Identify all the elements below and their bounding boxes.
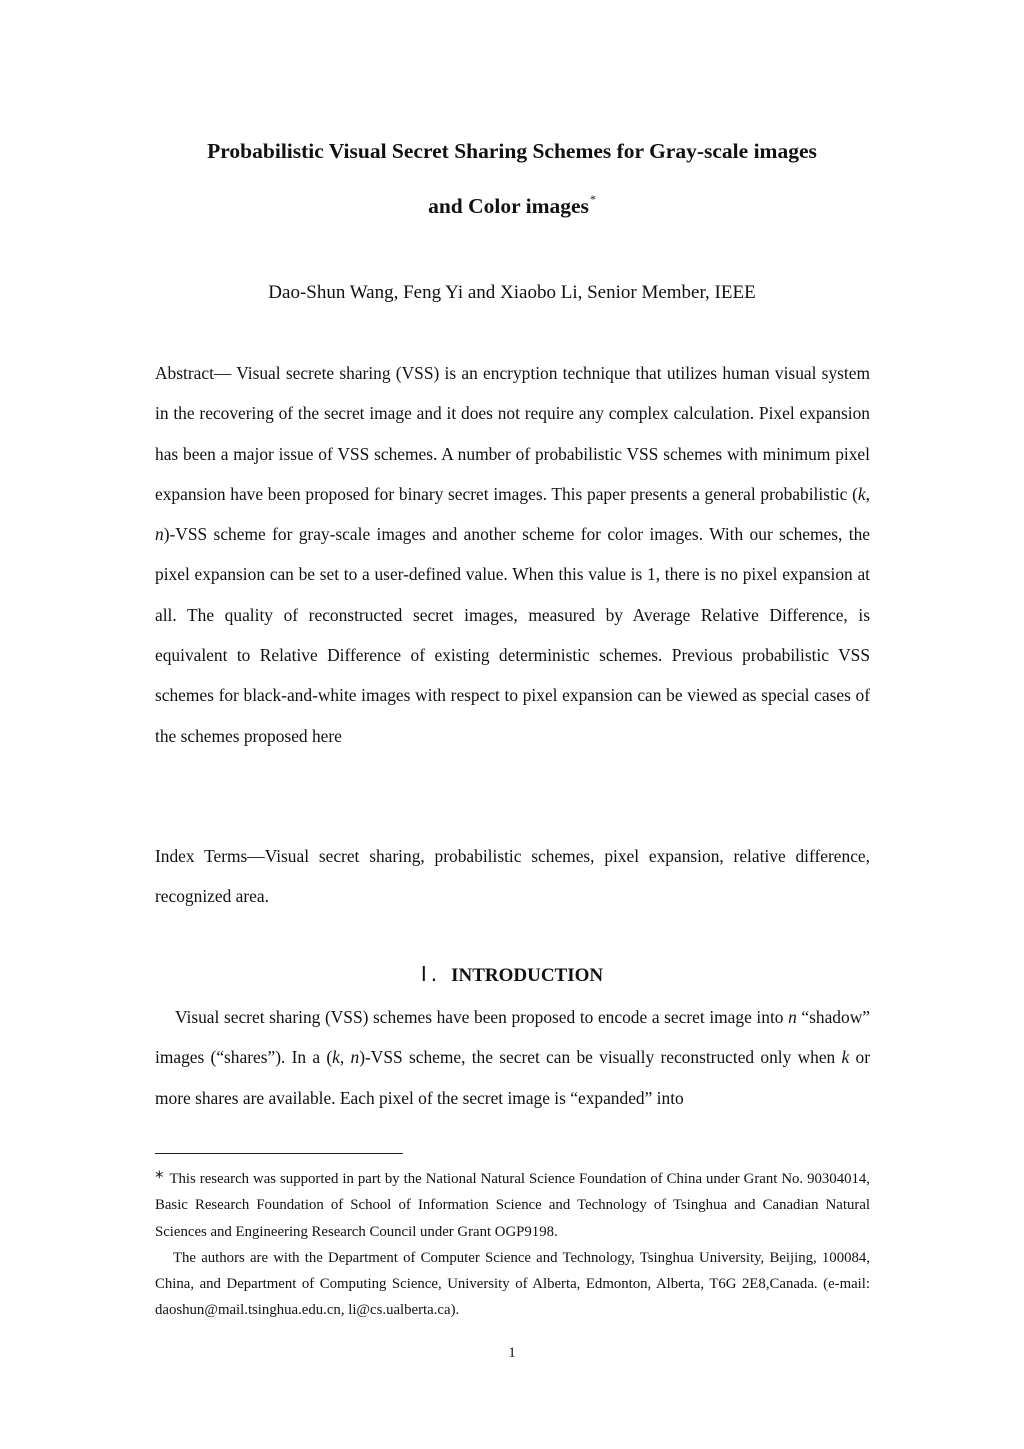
abstract-label: Abstract— bbox=[155, 363, 232, 383]
footnote-funding bbox=[155, 1165, 870, 1245]
author-list: Dao-Shun Wang, Feng Yi and Xiaobo Li, Senior Member, IEEE bbox=[268, 282, 756, 303]
intro-var-n2: n bbox=[350, 1047, 360, 1068]
intro-text-2: “shadow” images (“shares”). In a ( bbox=[155, 1007, 870, 1068]
abstract-comma: , bbox=[865, 483, 870, 504]
footnote-affiliation: The authors are with the Department of Computer Science and Technology, Tsinghua University, Beijing, 100084, China, and Department of Computing Science, University of Alberta, Edmonton, Alberta, T6G 2E8,Canada. (e-mail: daoshun@mail.tsinghua.edu.cn, li@cs.ualberta.ca). bbox=[155, 1249, 870, 1319]
intro-var-n1: n bbox=[788, 1007, 797, 1027]
footnotes bbox=[155, 1165, 870, 1324]
paper-title-line1: Probabilistic Visual Secret Sharing Schemes for Gray-scale images bbox=[207, 139, 817, 163]
intro-var-k1: k bbox=[332, 1047, 340, 1068]
section-heading-introduction bbox=[0, 962, 1024, 987]
abstract-var-k: k bbox=[857, 483, 866, 504]
abstract-paragraph bbox=[155, 353, 870, 756]
intro-var-k2: k bbox=[841, 1047, 850, 1068]
intro-text-3: , bbox=[339, 1047, 351, 1068]
index-terms-text: Visual secret sharing, probabilistic schemes, pixel expansion, relative difference, recognized area. bbox=[155, 846, 870, 907]
footnote-marker: * bbox=[155, 1168, 164, 1188]
abstract-text-part1: Visual secrete sharing (VSS) is an encryption technique that utilizes human visual system in the recovering of the secret image and it does not require any complex calculation. Pixel expansion has been a major issue of VSS schemes. A number of probabilistic VSS schemes with minimum pixel expansion have been proposed for binary secret images. This paper presents a general probabilistic ( bbox=[155, 363, 870, 504]
footnote-divider bbox=[155, 1153, 403, 1154]
title-footnote-marker: * bbox=[589, 192, 596, 206]
page-number: 1 bbox=[508, 1345, 516, 1361]
paper-title-line2 bbox=[0, 192, 1024, 219]
intro-text-1: Visual secret sharing (VSS) schemes have been proposed to encode a secret image into bbox=[175, 1007, 789, 1027]
footnote-funding-text: This research was supported in part by the National Natural Science Foundation of China under Grant No. 90304014, Basic Research Foundation of School of Information Science and Technology of Tsinghua and Canadian Natural Sciences and Engineering Research Council under Grant OGP9198. bbox=[155, 1171, 870, 1240]
intro-text-5: or more shares are available. Each pixel of the secret image is “expanded” into bbox=[155, 1047, 871, 1108]
index-terms-paragraph bbox=[155, 836, 870, 917]
abstract-text-part2: )-VSS scheme for gray-scale images and another scheme for color images. With our schemes, the pixel expansion can be set to a user-defined value. When this value is 1, there is no pixel expansion at all. The quality of reconstructed secret images, measured by Average Relative Difference, is equivalent to Relative Difference of existing deterministic schemes. Previous probabilistic VSS schemes for black-and-white images with respect to pixel expansion can be viewed as special cases of the schemes proposed here bbox=[155, 524, 870, 746]
section-title: INTRODUCTION bbox=[451, 965, 604, 986]
introduction-paragraph bbox=[155, 997, 870, 1118]
paper-title-line2-text: and Color images bbox=[428, 194, 589, 218]
section-number: Ⅰ. bbox=[420, 962, 442, 986]
intro-text-4: )-VSS scheme, the secret can be visually reconstructed only when bbox=[359, 1047, 842, 1068]
index-terms-label: Index Terms— bbox=[155, 846, 265, 866]
abstract-var-n: n bbox=[155, 524, 164, 545]
